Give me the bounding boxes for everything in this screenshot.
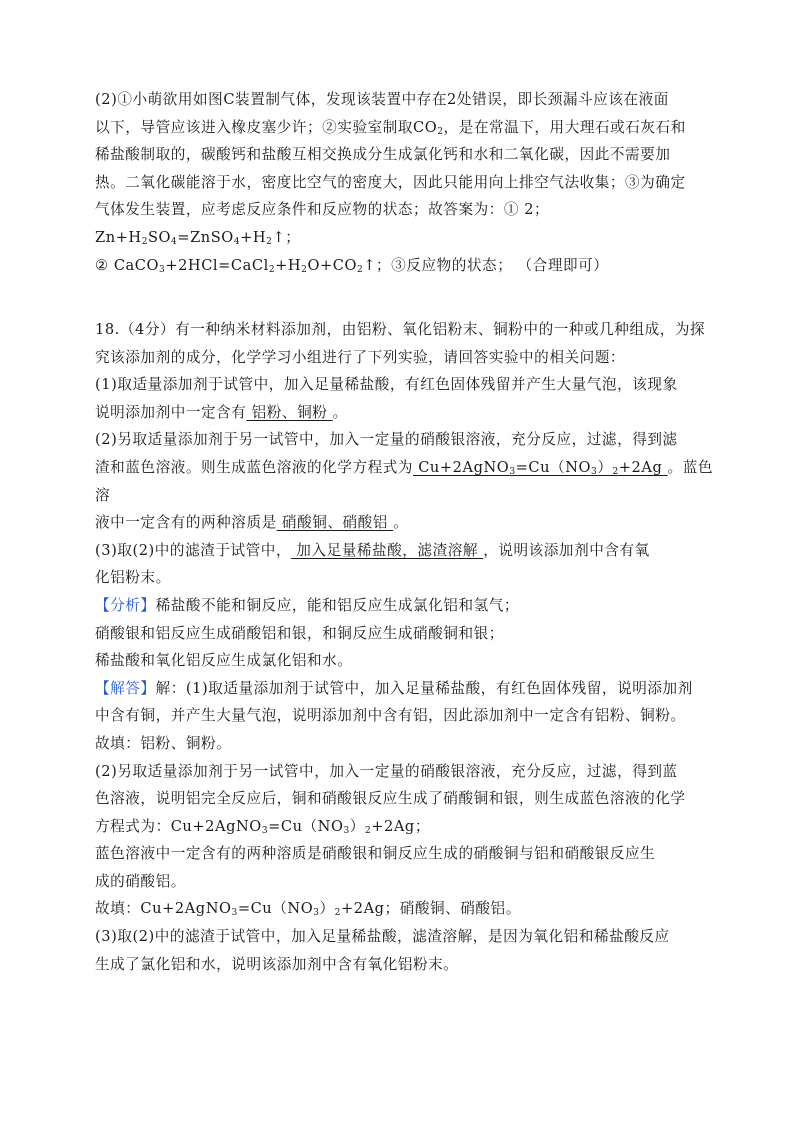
text-line: 以下，导管应该进入橡皮塞少许；②实验室制取$CO_2$，是在常温下，用大理石或石灰石和 — [95, 118, 686, 137]
part-2: 渣和蓝色溶液。则生成蓝色溶液的化学方程式为 $Cu+2AgNO_3=Cu(NO_3)_2+2Ag$ 。蓝色溶 — [95, 458, 713, 504]
answer-line: 色溶液，说明铝完全反应后，铜和硝酸银反应生成了硝酸铜和银，则生成蓝色溶液的化学 — [95, 790, 686, 808]
question-stem: 究该添加剂的成分，化学学习小组进行了下列实验，请回答实验中的相关问题： — [95, 348, 626, 366]
answer-blank: 加入足量稀盐酸，滤渣溶解 — [291, 541, 484, 559]
answer-line: 故填：铝粉、铜粉。 — [95, 734, 232, 752]
analysis-line: 硝酸银和铝反应生成硝酸铝和银，和铜反应生成硝酸铜和银； — [95, 624, 504, 642]
answer-line: 方程式为：$Cu+2AgNO_3=Cu(NO_3)_2+2Ag$； — [95, 817, 430, 836]
answer-line: 成的硝酸铝。 — [95, 872, 186, 890]
part-2: 液中一定含有的两种溶质是 硝酸铜、硝酸铝 。 — [95, 514, 409, 532]
question-18 — [95, 316, 715, 978]
answer-line: 中含有铜，并产生大量气泡，说明添加剂中含有铝，因此添加剂中一定含有铝粉、铜粉。 — [95, 707, 686, 725]
answer-line: (2)另取适量添加剂于另一试管中，加入一定量的硝酸银溶液，充分反应，过滤，得到蓝 — [95, 762, 678, 780]
answer-line: 【解答】解：(1)取适量添加剂于试管中，加入足量稀盐酸，有红色固体残留，说明添加剂 — [95, 679, 693, 697]
section-2-answer — [95, 86, 715, 279]
text-line: 气体发生装置，应考虑反应条件和反应物的状态；故答案为：① 2；$Zn+H_2SO_4=ZnSO_4+H_2↑$； — [95, 201, 550, 247]
text-line: ② $CaCO_3+2HCl=CaCl_2+H_2O+CO_2↑$；③反应物的状态； （合理即可） — [95, 256, 609, 275]
answer-blank: 铝粉、铜粉 — [246, 403, 333, 421]
part-3: (3)取(2)中的滤渣于试管中， 加入足量稀盐酸，滤渣溶解 ，说明该添加剂中含有氧 — [95, 541, 650, 559]
answer-line: 生成了氯化铝和水，说明该添加剂中含有氧化铝粉末。 — [95, 955, 459, 973]
part-3: 化铝粉末。 — [95, 569, 171, 587]
answer-tag: 【解答】 — [95, 679, 156, 697]
analysis-line: 稀盐酸和氧化铝反应生成氯化铝和水。 — [95, 652, 353, 670]
part-2: (2)另取适量添加剂于另一试管中，加入一定量的硝酸银溶液，充分反应，过滤，得到滤 — [95, 431, 678, 449]
answer-blank: $Cu+2AgNO_3=Cu(NO_3)_2+2Ag$ — [413, 458, 668, 477]
analysis-line: 【分析】稀盐酸不能和铜反应，能和铝反应生成氯化铝和氢气； — [95, 596, 520, 614]
text-line: 稀盐酸制取的，碳酸钙和盐酸互相交换成分生成氯化钙和水和二氧化碳，因此不需要加 — [95, 146, 671, 164]
text-line: 热。二氧化碳能溶于水，密度比空气的密度大，因此只能用向上排空气法收集；③为确定 — [95, 173, 686, 191]
part-1: 说明添加剂中一定含有 铝粉、铜粉 。 — [95, 403, 348, 421]
text-line: (2)①小萌欲用如图C装置制气体，发现该装置中存在2处错误，即长颈漏斗应该在液面 — [95, 91, 669, 108]
answer-line: (3)取(2)中的滤渣于试管中，加入足量稀盐酸，滤渣溶解，是因为氧化铝和稀盐酸反应 — [95, 928, 670, 946]
answer-blank: 硝酸铜、硝酸铝 — [276, 514, 394, 532]
analysis-tag: 【分析】 — [95, 596, 156, 614]
question-stem: 18.（4分）有一种纳米材料添加剂，由铝粉、氧化铝粉末、铜粉中的一种或几种组成，为探 — [95, 321, 706, 338]
answer-line: 蓝色溶液中一定含有的两种溶质是硝酸银和铜反应生成的硝酸铜与铝和硝酸银反应生 — [95, 845, 656, 863]
answer-line: 故填：$Cu+2AgNO_3=Cu(NO_3)_2+2Ag$；硝酸铜、硝酸铝。 — [95, 900, 521, 919]
part-1: (1)取适量添加剂于试管中，加入足量稀盐酸，有红色固体残留并产生大量气泡，该现象 — [95, 376, 678, 394]
